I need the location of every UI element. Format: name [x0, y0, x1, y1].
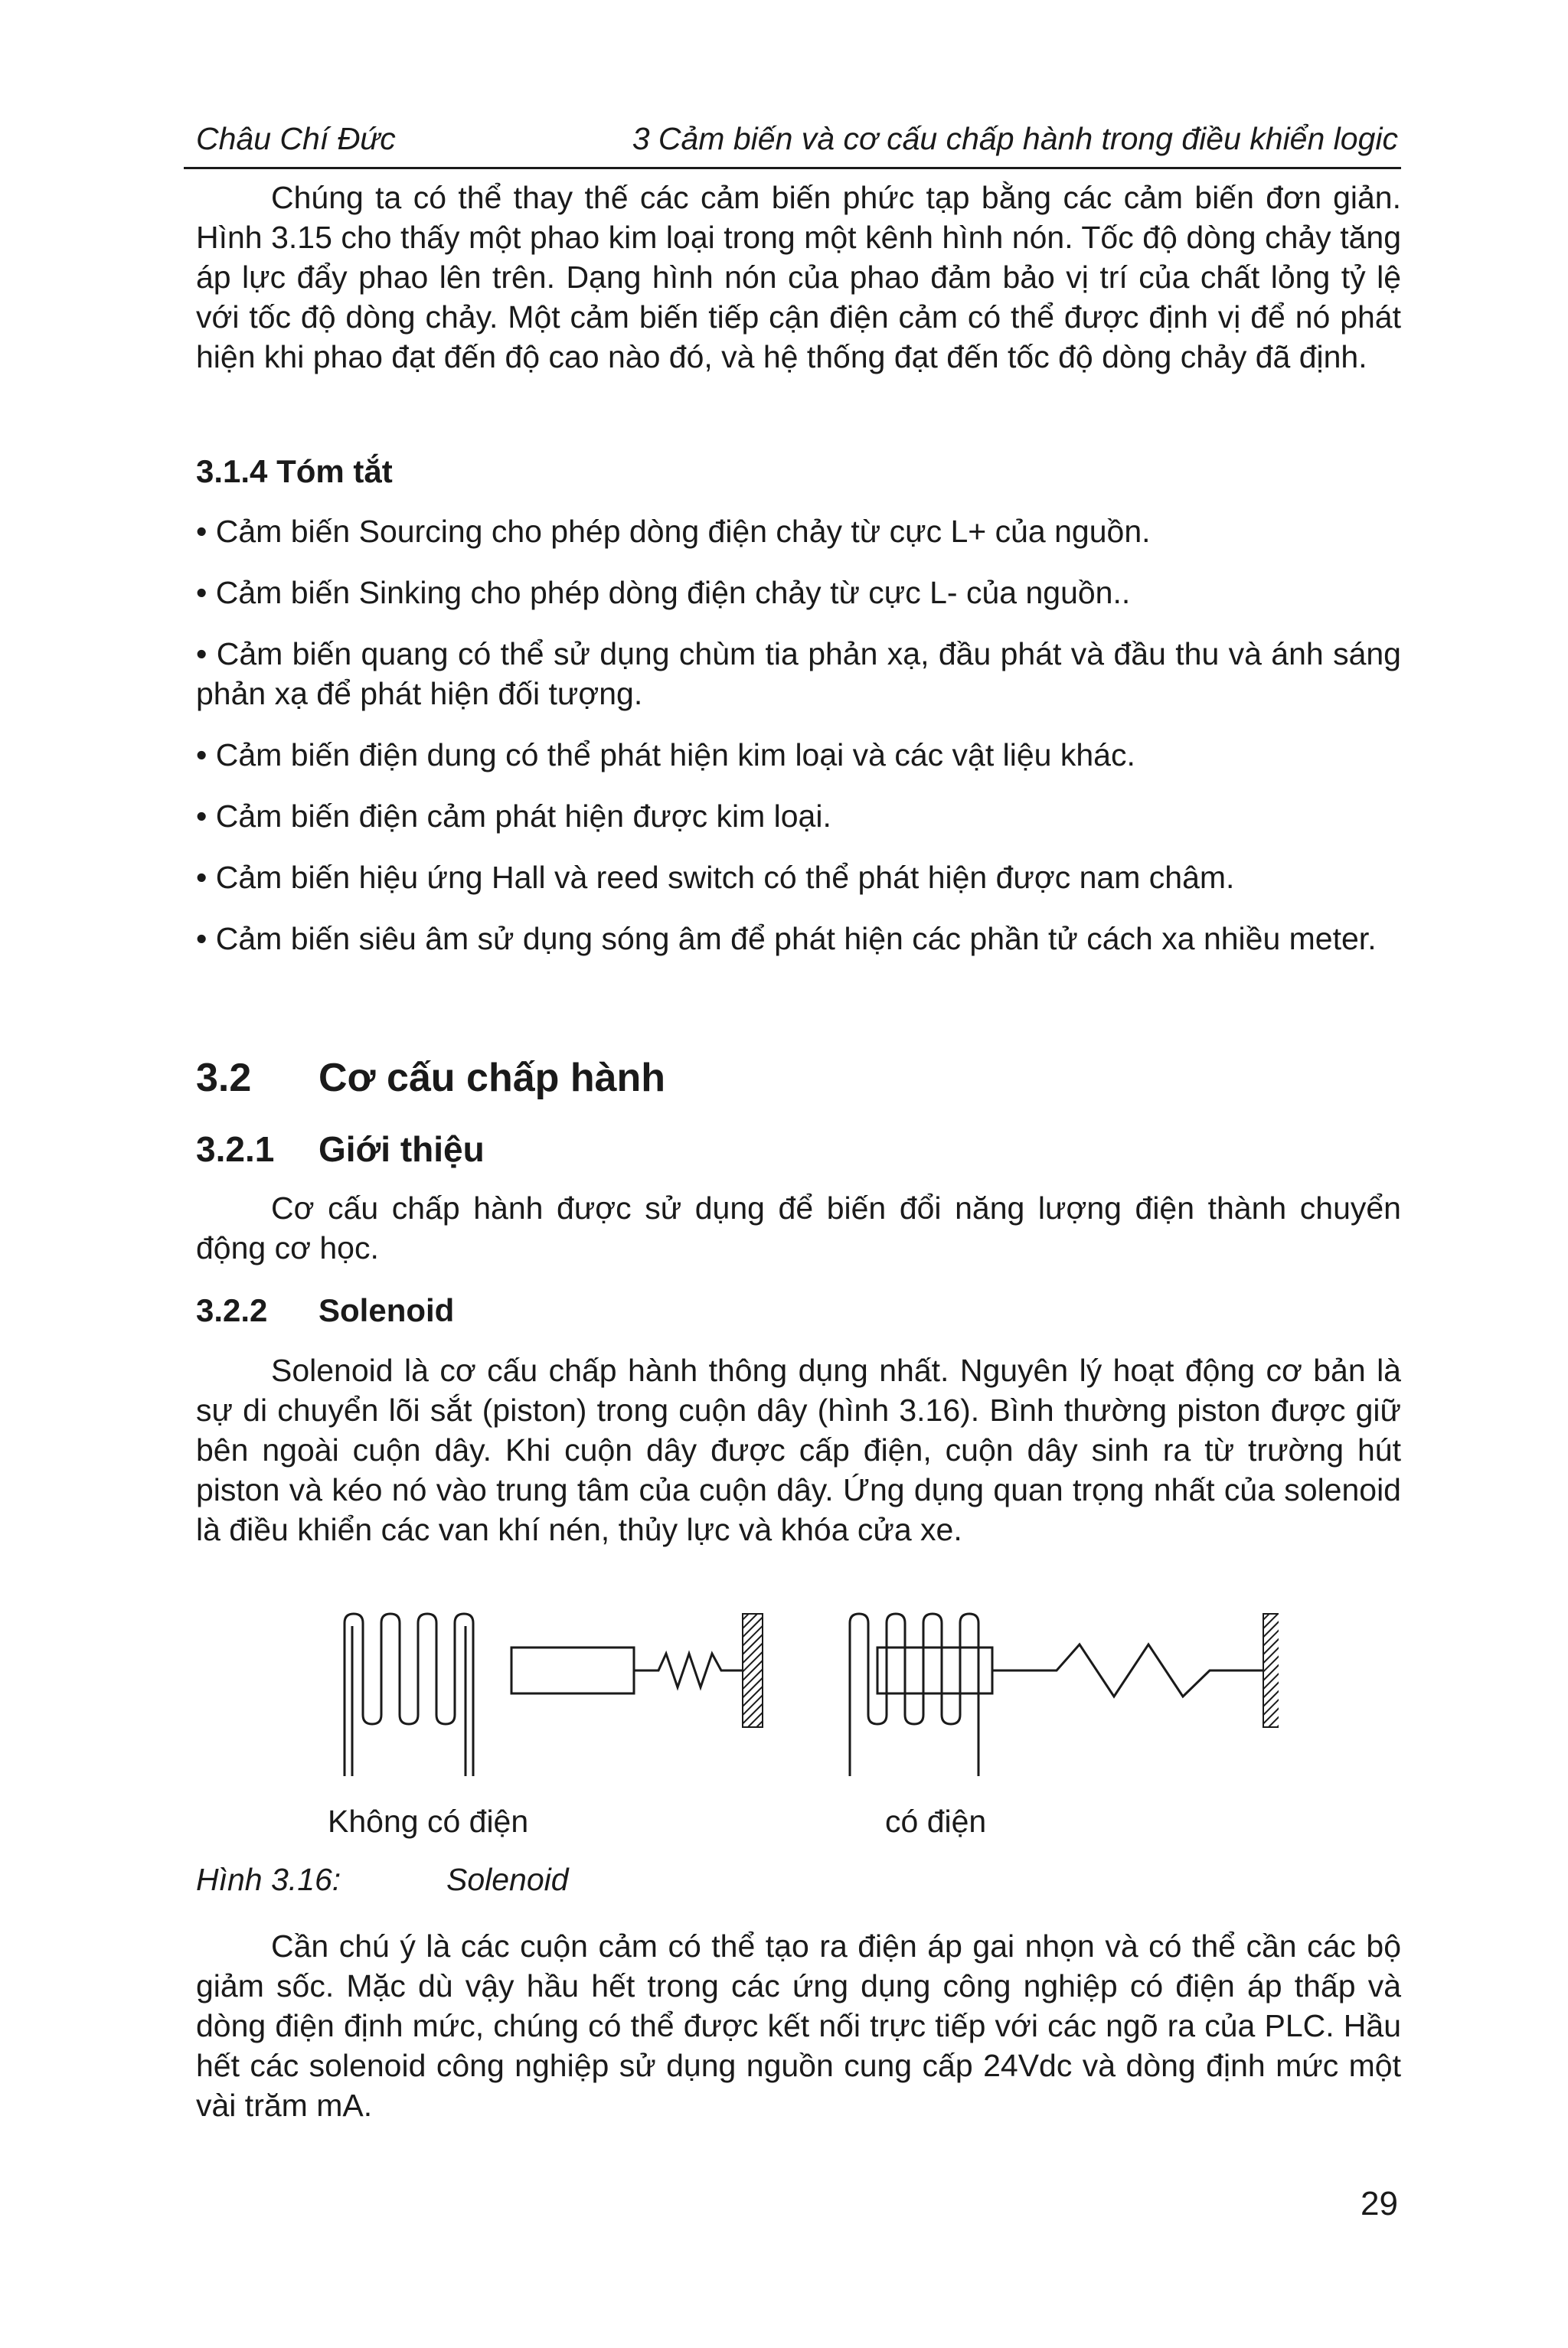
label-energized: có điện	[885, 1804, 987, 1839]
header-chapter: 3 Cảm biến và cơ cấu chấp hành trong điều khiển logic	[632, 121, 1398, 156]
summary-bullet: • Cảm biến quang có thể sử dụng chùm tia phản xạ, đầu phát và đầu thu và ánh sáng phản xạ để phát hiện đối tượng.	[196, 636, 1401, 711]
solenoid-on-diagram	[850, 1614, 1279, 1776]
figure-caption	[196, 1862, 569, 1898]
intro-paragraph: Chúng ta có thể thay thế các cảm biến phức tạp bằng các cảm biến đơn giản. Hình 3.15 cho thấy một phao kim loại trong một kênh hình nón. Tốc độ dòng chảy tăng áp lực đẩy phao lên trên. Dạng hình nón của phao đảm bảo vị trí của chất lỏng tỷ lệ với tốc độ dòng chảy. Một cảm biến tiếp cận điện cảm có thể được định vị để nó phát hiện khi phao đạt đến độ cao nào đó, và hệ thống đạt đến tốc độ dòng chảy đã định.	[196, 180, 1401, 374]
closing-paragraph: Cần chú ý là các cuộn cảm có thể tạo ra điện áp gai nhọn và có thể cần các bộ giảm sốc. Mặc dù vậy hầu hết trong các ứng dụng công nghiệp có điện áp thấp và dòng điện định mức, chúng có thể được kết nối trực tiếp với các ngõ ra của PLC. Hầu hết các solenoid công nghiệp sử dụng nguồn cung cấp 24Vdc và dòng định mức một vài trăm mA.	[196, 1928, 1401, 2123]
page-number: 29	[1361, 2185, 1398, 2222]
coil-inner	[352, 1626, 466, 1776]
section-number: 3.2	[196, 1056, 252, 1100]
summary-bullet: • Cảm biến Sinking cho phép dòng điện chảy từ cực L- của nguồn..	[196, 575, 1131, 610]
section-number: 3.2.2	[196, 1292, 268, 1328]
spring	[634, 1654, 743, 1687]
coil-winding	[850, 1614, 978, 1776]
summary-bullet: • Cảm biến siêu âm sử dụng sóng âm để phát hiện các phần tử cách xa nhiều meter.	[196, 921, 1377, 956]
spring	[992, 1644, 1263, 1697]
summary-heading: 3.1.4 Tóm tắt	[196, 453, 393, 489]
section-heading-3-2-1	[196, 1128, 485, 1170]
wall-hatch	[1263, 1614, 1279, 1727]
section-number: 3.2.1	[196, 1129, 275, 1169]
summary-bullet: • Cảm biến điện dung có thể phát hiện kim loại và các vật liệu khác.	[196, 737, 1135, 772]
solenoid-paragraph: Solenoid là cơ cấu chấp hành thông dụng nhất. Nguyên lý hoạt động cơ bản là sự di chuyển lõi sắt (piston) trong cuộn dây (hình 3.16). Bình thường piston được giữ bên ngoài cuộn dây. Khi cuộn dây được cấp điện, cuộn dây sinh ra từ trường hút piston và kéo nó vào trung tâm của cuộn dây. Ứng dụng quan trọng nhất của solenoid là điều khiển các van khí nén, thủy lực và khóa cửa xe.	[196, 1353, 1401, 1547]
summary-bullet: • Cảm biến điện cảm phát hiện được kim loại.	[196, 798, 831, 834]
piston	[877, 1648, 992, 1693]
solenoid-figure	[329, 1608, 1279, 1776]
section-title: Giới thiệu	[318, 1129, 485, 1169]
intro-3-2-1-paragraph: Cơ cấu chấp hành được sử dụng để biến đổi năng lượng điện thành chuyển động cơ học.	[196, 1190, 1401, 1265]
summary-bullet: • Cảm biến Sourcing cho phép dòng điện chảy từ cực L+ của nguồn.	[196, 514, 1151, 549]
section-heading-3-2-2	[196, 1292, 454, 1329]
piston	[511, 1648, 634, 1693]
header-author: Châu Chí Đức	[196, 121, 396, 156]
figure-caption-label: Hình 3.16:	[196, 1862, 341, 1897]
coil-winding	[345, 1614, 473, 1776]
header-divider	[184, 167, 1401, 169]
section-title: Cơ cấu chấp hành	[318, 1056, 666, 1100]
wall-hatch	[743, 1614, 763, 1727]
figure-caption-title: Solenoid	[446, 1862, 569, 1897]
label-de-energized: Không có điện	[328, 1804, 529, 1839]
section-title: Solenoid	[318, 1292, 455, 1328]
summary-bullet: • Cảm biến hiệu ứng Hall và reed switch có thể phát hiện được nam châm.	[196, 860, 1235, 895]
solenoid-off-diagram	[345, 1614, 763, 1776]
section-heading-3-2	[196, 1055, 665, 1101]
